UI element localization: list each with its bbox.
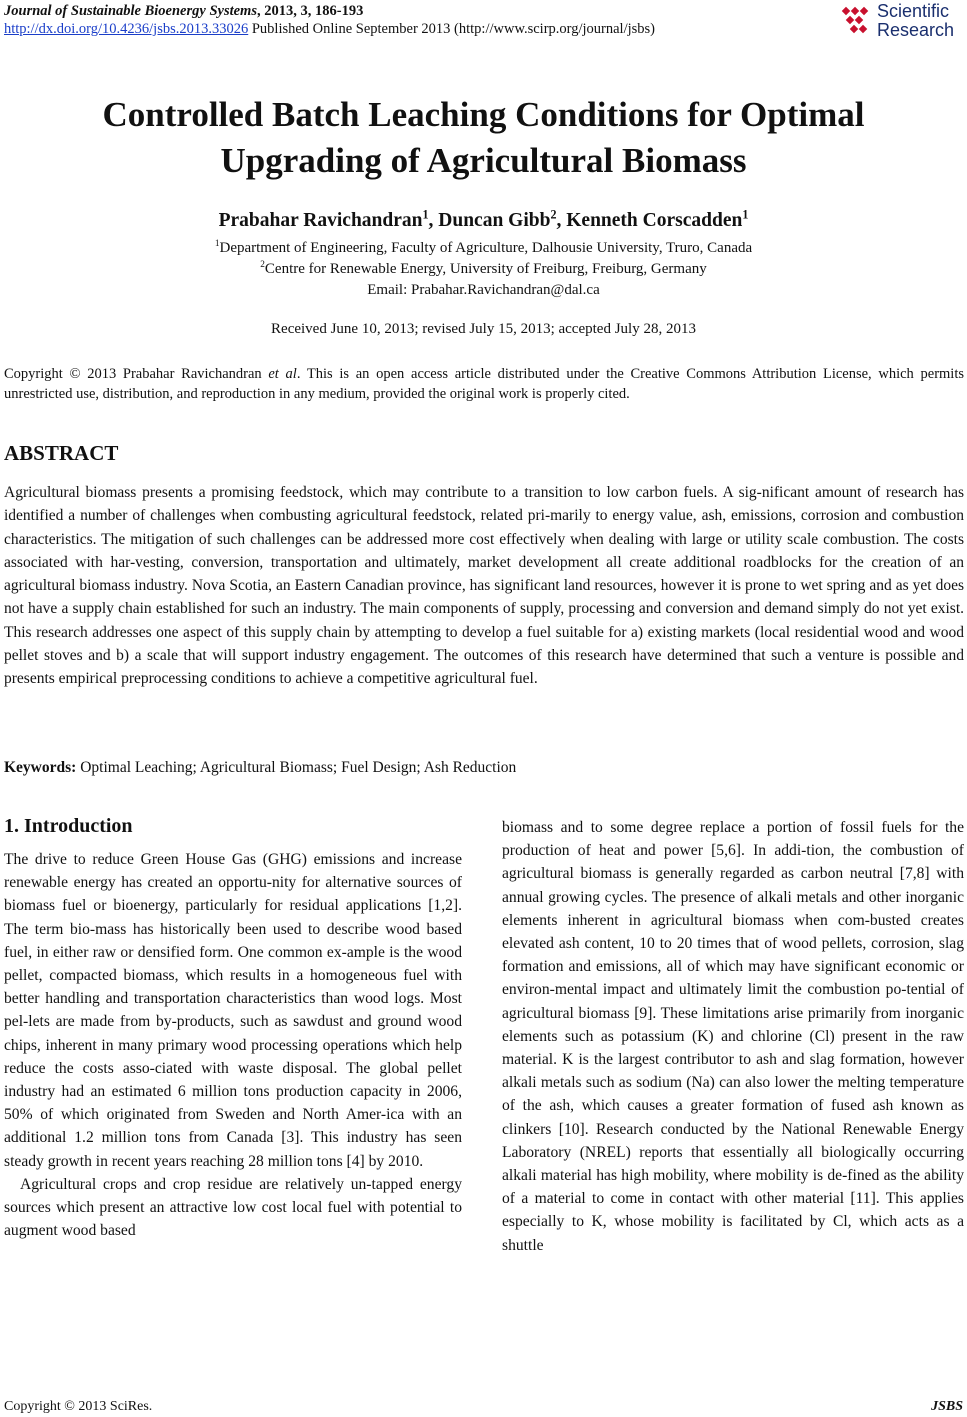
received-dates: Received June 10, 2013; revised July 15, 2013; accepted July 28, 2013 [271, 321, 696, 337]
journal-doi-line [4, 20, 655, 38]
section-heading-introduction: 1. Introduction [4, 815, 133, 837]
journal-volume-pages: , 2013, 3, 186-193 [256, 3, 364, 19]
intro-paragraph-2-continued: biomass and to some degree replace a portion of fossil fuels for the production of heat and power [5,6]. In addi-tion, the combustion of agricultural biomass is generally regarded as carbon neutral [7,8] with annual growing cycles. The presence of alkali metals and other inorganic elements inherent in agricultural biomass when com-busted creates elevated ash content, 10 to 20 times that of wood pellets, corrosion, slag formation and emissions, all of which may have significant economic or environ-mental impact and ultimately limit the combustion po-tential of agricultural biomass [9]. These limitations arise primarily from inorganic elements such as potassium (K) and chlorine (Cl) present in the raw material. K is the largest contributor to ash and slag formation, however alkali metals such as sodium (Na) can also lower the melting temperature of the ash, which causes a greater formation of fused ash known as clinkers [10]. Research conducted by the National Renewable Energy Laboratory (NREL) reports that essentially all biologically occurring alkali material has high mobility, where mobility is de-fined as the ability of a material to come in contact with other material [11]. This applies especially to K, whose mobility is facilitated by Cl, which acts as a shuttle [502, 819, 964, 1254]
copyright-notice [4, 364, 964, 404]
author-email[interactable]: Email: Prabahar.Ravichandran@dal.ca [367, 282, 600, 298]
keywords [4, 759, 516, 777]
author-affiliation-mark: 2 [550, 207, 557, 222]
keywords-text: Optimal Leaching; Agricultural Biomass; Fuel Design; Ash Reduction [76, 759, 517, 776]
logo-text-scientific: Scientific [877, 1, 950, 21]
title-line-1: Controlled Batch Leaching Conditions for Optimal [102, 95, 865, 134]
title-line-2: Upgrading of Agricultural Biomass [220, 141, 747, 180]
keywords-label: Keywords: [4, 759, 77, 776]
paper-title [0, 92, 967, 184]
abstract-heading: ABSTRACT [4, 441, 119, 465]
copyright-text-end: . This is an open access article distributed under the Creative Commons Attribution License, which permits unrestricted use, distribution, and reproduction in any medium, provided the original work is properly cited. [4, 366, 965, 402]
right-column [502, 816, 964, 1257]
author-separator: , [556, 210, 567, 231]
footer-journal-abbrev: JSBS [931, 1399, 963, 1414]
published-online: Published Online September 2013 (http://www.scirp.org/journal/jsbs) [248, 21, 655, 37]
author-list [0, 207, 967, 232]
affiliation-1 [0, 238, 967, 259]
left-column [4, 812, 462, 1242]
abstract-text: Agricultural biomass presents a promising feedstock, which may contribute to a transition to low carbon fuels. A sig-nificant amount of research has identified a number of challenges when combusting agricultural feedstock, related pri-marily to energy value, ash, emissions, corrosion and combustion characteristics. The mitigation of such challenges can be addressed more cost effectively when dealing with large or utility scale combustion. The costs associated with har-vesting, conversion, transportation and ultimately, market development all create additional roadblocks for the creation of an agricultural biomass industry. Nova Scotia, an Eastern Canadian province, has significant land resources, however it is prone to wet spring and as yet does not have a supply chain established for such an industry. The main components of supply, processing and conversion and demand simply do not yet exist. This research addresses one aspect of this supply chain by attempting to develop a fuel suitable for a) existing markets (local residential wood and wood pellet stoves and b) a scale that will support industry engagement. The outcomes of this research have determined that such a venture is possible and presents empirical preprocessing conditions to achieve a competitive agricultural fuel. [4, 484, 964, 688]
scientific-research-logo-icon [839, 4, 873, 38]
doi-link[interactable]: http://dx.doi.org/10.4236/jsbs.2013.33026 [4, 21, 249, 37]
footer-copyright: Copyright © 2013 SciRes. [4, 1399, 153, 1414]
author-name: Duncan Gibb [438, 210, 551, 231]
affiliation-text: Centre for Renewable Energy, University of Freiburg, Freiburg, Germany [264, 261, 707, 277]
copyright-et-al: et al [268, 366, 297, 382]
affiliation-text: Department of Engineering, Faculty of Agriculture, Dalhousie University, Truro, Canada [219, 240, 753, 256]
affiliation-2 [0, 259, 967, 280]
author-affiliation-mark: 1 [422, 207, 429, 222]
logo-text-research: Research [877, 20, 955, 40]
copyright-text-start: Copyright © 2013 Prabahar Ravichandran [4, 366, 269, 382]
publisher-logo [839, 2, 963, 42]
author-separator: , [428, 210, 439, 231]
author-name: Kenneth Corscadden [566, 210, 743, 231]
affiliation-mark: 1 [214, 239, 220, 249]
intro-paragraph-1: The drive to reduce Green House Gas (GHG) emissions and increase renewable energy has created an opportu-nity for alternative sources of biomass fuel or bioenergy, particularly for residual applications [1,2]. The term bio-mass has historically been used to describe wood based fuel, in either raw or densified form. One common ex-ample is the wood pellet, compacted biomass, which results in a homogeneous fuel with better handling and transportation characteristics than wood logs. Most pel-lets are made from by-products, such as sawdust and ground wood chips, inherent in many primary wood processing operations which help reduce the costs asso-ciated with waste disposal. The global pellet industry had an estimated 6 million tons production capacity in 2006, 50% of which originated from Sweden and North Amer-ica with an additional 1.2 million tons from Canada [3]. This industry has seen steady growth in recent years reaching 28 million tons [4] by 2010. [4, 851, 462, 1170]
journal-name: Journal of Sustainable Bioenergy Systems [4, 3, 257, 19]
affiliation-mark: 2 [260, 260, 265, 270]
author-affiliation-mark: 1 [742, 207, 749, 222]
journal-citation [4, 2, 655, 20]
journal-header [4, 2, 655, 38]
author-name: Prabahar Ravichandran [218, 210, 423, 231]
intro-paragraph-2: Agricultural crops and crop residue are relatively un-tapped energy sources which present an attractive low cost local fuel with potential to augment wood based [4, 1175, 462, 1240]
